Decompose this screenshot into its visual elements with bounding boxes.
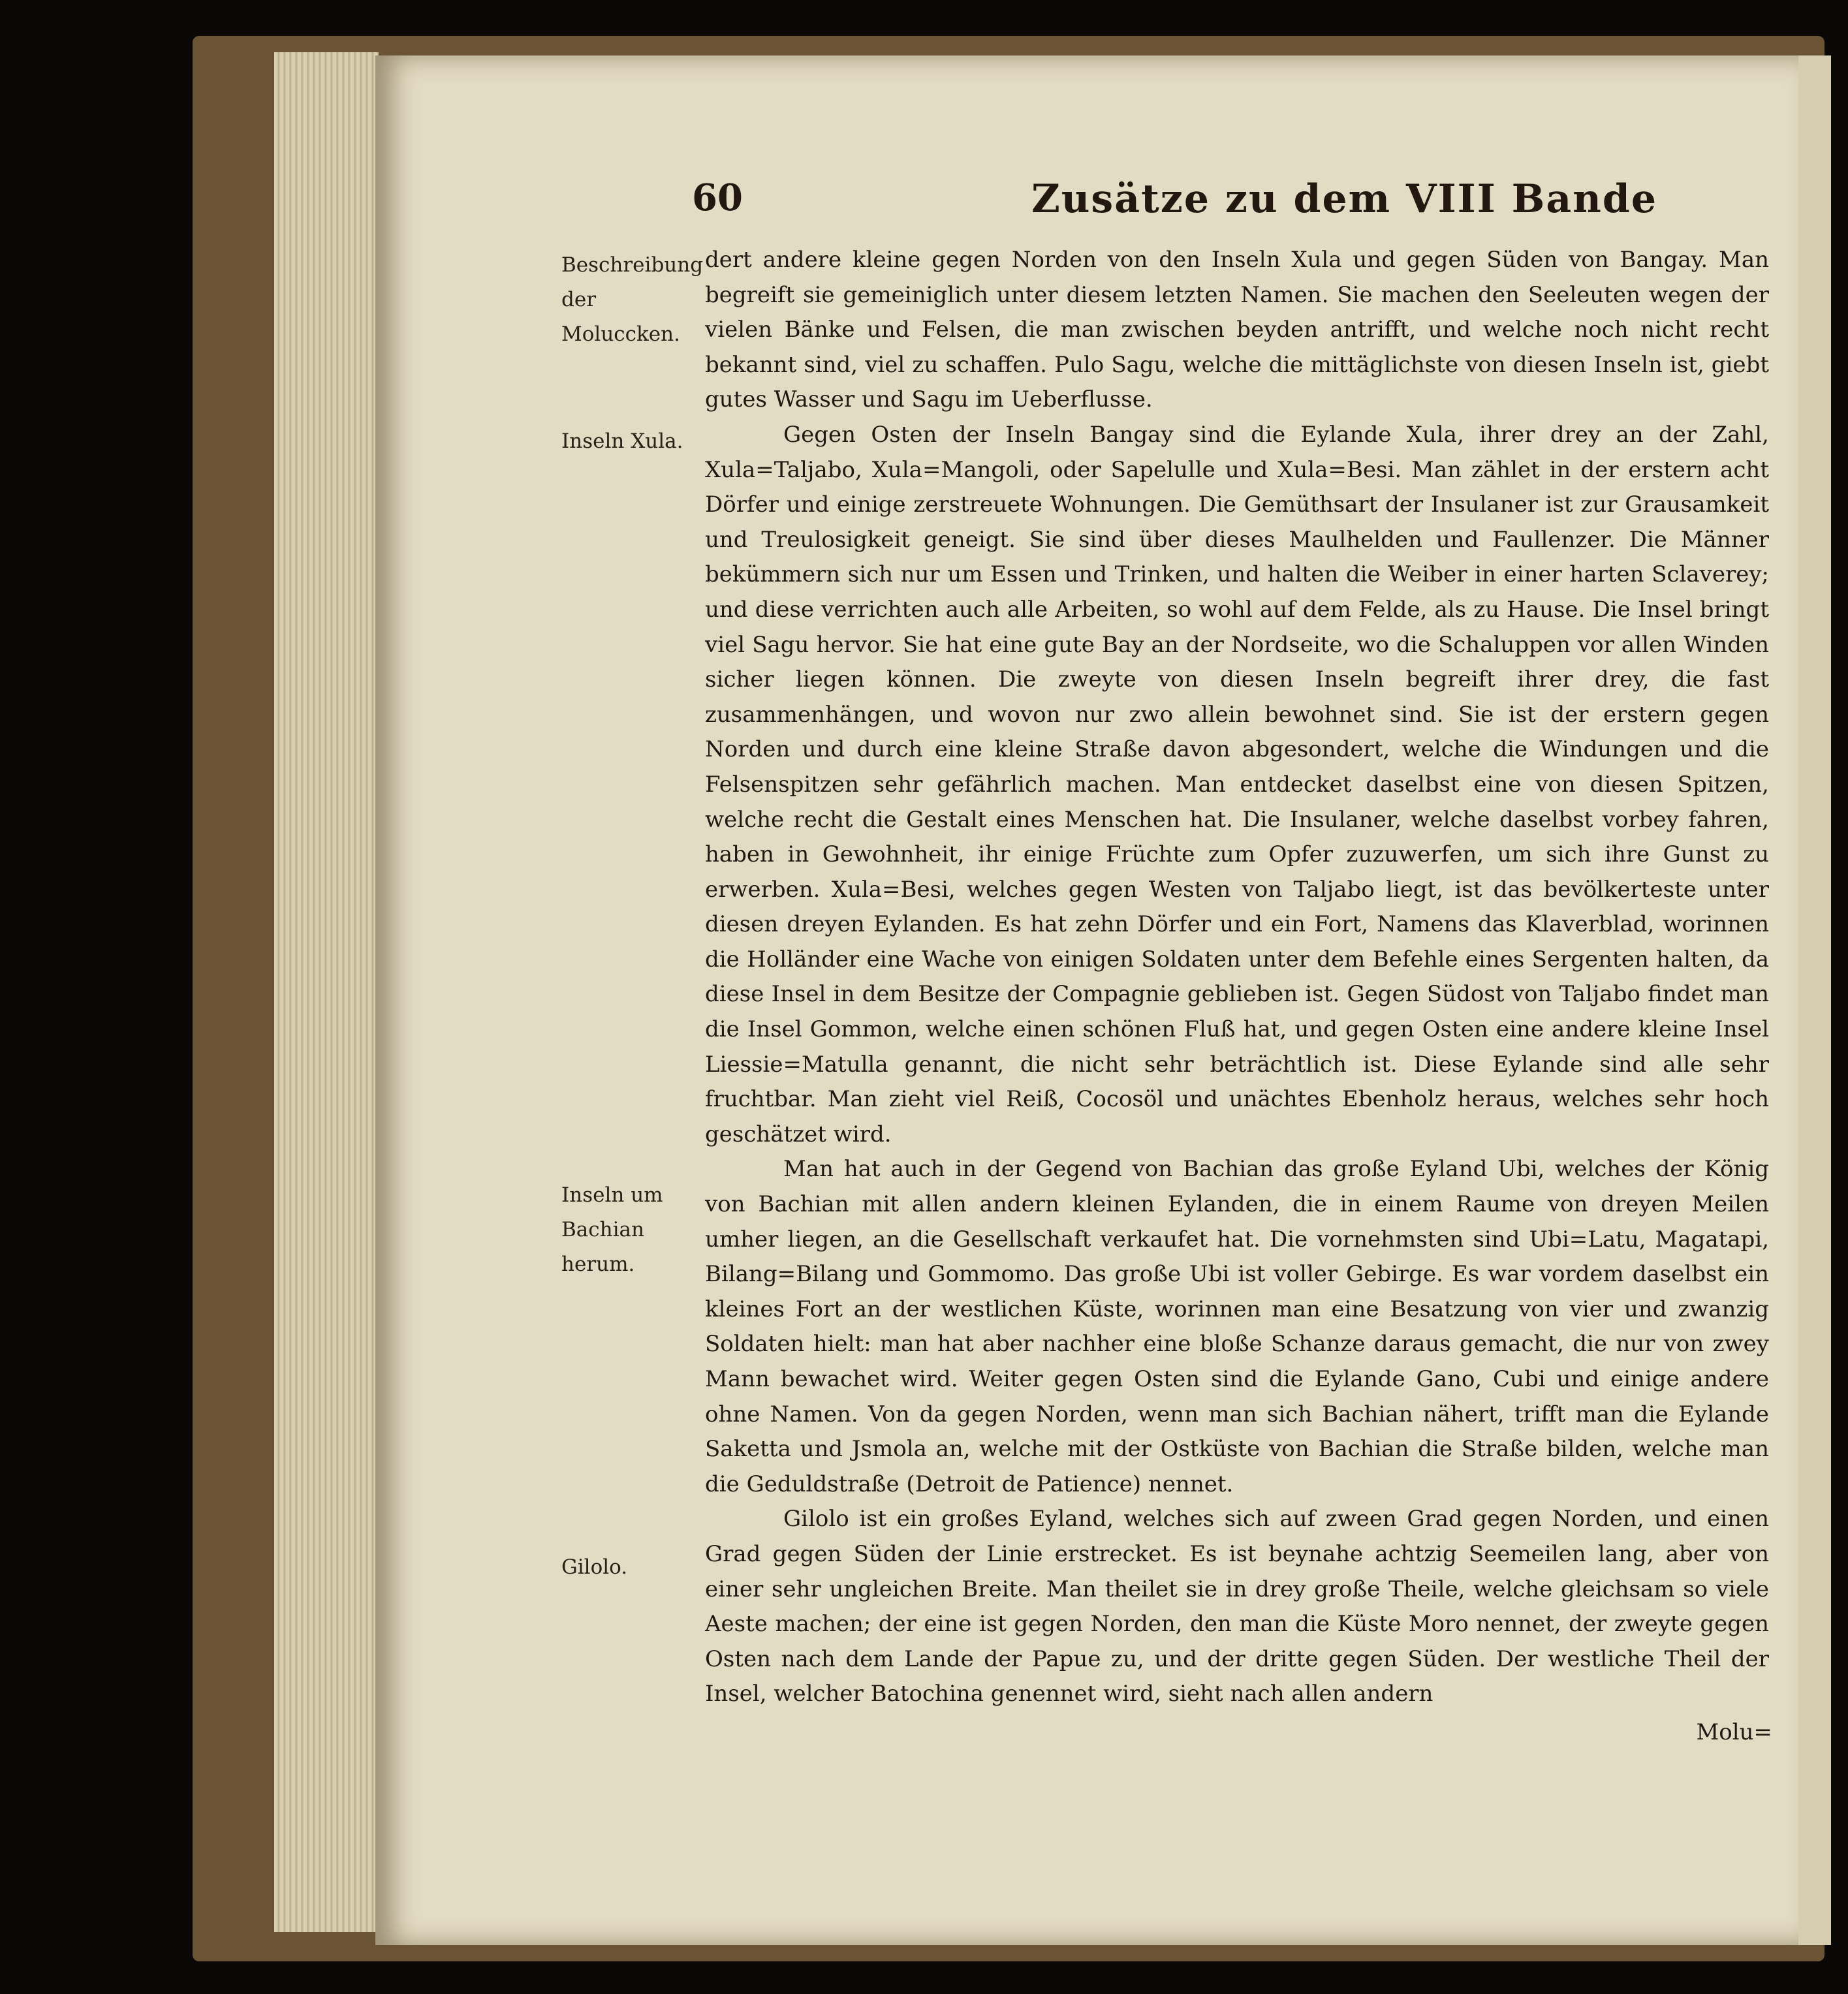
page-header (692, 176, 1769, 235)
margin-note-xula: Inseln Xula. (561, 429, 683, 453)
running-title: Zusätze zu dem VIII Bande (1031, 176, 1657, 222)
facing-page-edge (1798, 55, 1831, 1945)
paragraph-gilolo: Gilolo ist ein großes Eyland, welches sich auf zween Grad gegen Norden, und einen Grad gegen Süden der Linie erstrecket. Es ist beynahe achtzig Seemeilen lang, aber von einer sehr ungleichen Breite. Man theilet sie in drey große Theile, welche gleichsam so viele Aeste machen; der eine ist gegen Norden, den man die Küste Moro nennet, der zweyte gegen Osten nach dem Lande der Papue zu, und der dritte gegen Süden. Der westliche Theil der Insel, welcher Batochina genennet wird, sieht nach allen andern (705, 1506, 1769, 1707)
margin-note-gilolo: Gilolo. (561, 1555, 628, 1579)
paragraph-continuation: dert andere kleine gegen Norden von den Inseln Xula und gegen Süden von Bangay. Man begreift sie gemeiniglich unter diesem letzten Namen. Sie machen den Seeleuten wegen der vielen Bänke und Felsen, die man zwischen beyden antrifft, und welche noch nicht recht bekannt sind, viel zu schaffen. Pulo Sagu, welche die mittäglichste von diesen Inseln ist, giebt gutes Wasser und Sagu im Ueberflusse. (705, 247, 1769, 413)
margin-note-bachian: Inseln um Bachian herum. (561, 1183, 663, 1276)
catchword: Molu= (1696, 1719, 1772, 1745)
page-number: 60 (692, 176, 743, 219)
page-edges (274, 52, 379, 1932)
paragraph-bachian: Man hat auch in der Gegend von Bachian das große Eyland Ubi, welches der König von Bachian mit allen andern kleinen Eylanden, die in einem Raume von dreyen Meilen umher liegen, an die Gesellschaft verkaufet hat. Die vornehmsten sind Ubi=Latu, Magatapi, Bilang=Bilang und Gommomo. Das große Ubi ist voller Gebirge. Es war vordem daselbst ein kleines Fort an der westlichen Küste, worinnen man eine Besatzung von vier und zwanzig Soldaten hielt: man hat aber nachher eine bloße Schanze daraus gemacht, die nur von zwey Mann bewachet wird. Weiter gegen Osten sind die Eylande Gano, Cubi und einige andere ohne Namen. Von da gegen Norden, wenn man sich Bachian nähert, trifft man die Eylande Saketta und Jsmola an, welche mit der Ostküste von Bachian die Straße bilden, welche man die Geduldstraße (Detroit de Patience) nennet. (705, 1156, 1769, 1497)
body-text (705, 243, 1769, 1712)
margin-note-moluccen: Beschreibung der Moluccken. (561, 253, 704, 346)
paragraph-xula: Gegen Osten der Inseln Bangay sind die Eylande Xula, ihrer drey an der Zahl, Xula=Taljabo, Xula=Mangoli, oder Sapelulle und Xula=Besi. Man zählet in der erstern acht Dörfer und einige zerstreuete Wohnungen. Die Gemüthsart der Insulaner ist zur Grausamkeit und Treulosigkeit geneigt. Sie sind über dieses Maulhelden und Faullenzer. Die Männer bekümmern sich nur um Essen und Trinken, und halten die Weiber in einer harten Sclaverey; und diese verrichten auch alle Arbeiten, so wohl auf dem Felde, als zu Hause. Die Insel bringt viel Sagu hervor. Sie hat eine gute Bay an der Nordseite, wo die Schaluppen vor allen Winden sicher liegen können. Die zweyte von diesen Inseln begreift ihrer drey, die fast zusammenhängen, und wovon nur zwo allein bewohnet sind. Sie ist der erstern gegen Norden und durch eine kleine Straße davon abgesondert, welche die Windungen und die Felsenspitzen sehr gefährlich machen. Man entdecket daselbst eine von diesen Spitzen, welche recht die Gestalt eines Menschen hat. Die Insulaner, welche daselbst vorbey fahren, haben in Gewohnheit, ihr einige Früchte zum Opfer zuzuwerfen, um sich ihre Gunst zu erwerben. Xula=Besi, welches gegen Westen von Taljabo liegt, ist das bevölkerteste unter diesen dreyen Eylanden. Es hat zehn Dörfer und ein Fort, Namens das Klaverblad, worinnen die Holländer eine Wache von einigen Soldaten unter dem Befehle eines Sergenten halten, da diese Insel in dem Besitze der Compagnie geblieben ist. Gegen Südost von Taljabo findet man die Insel Gommon, welche einen schönen Fluß hat, und gegen Osten eine andere kleine Insel Liessie=Matulla genannt, die nicht sehr beträchtlich ist. Diese Eylande sind alle sehr fruchtbar. Man zieht viel Reiß, Cocosöl und unächtes Ebenholz heraus, welches sehr hoch geschätzet wird. (705, 421, 1769, 1147)
